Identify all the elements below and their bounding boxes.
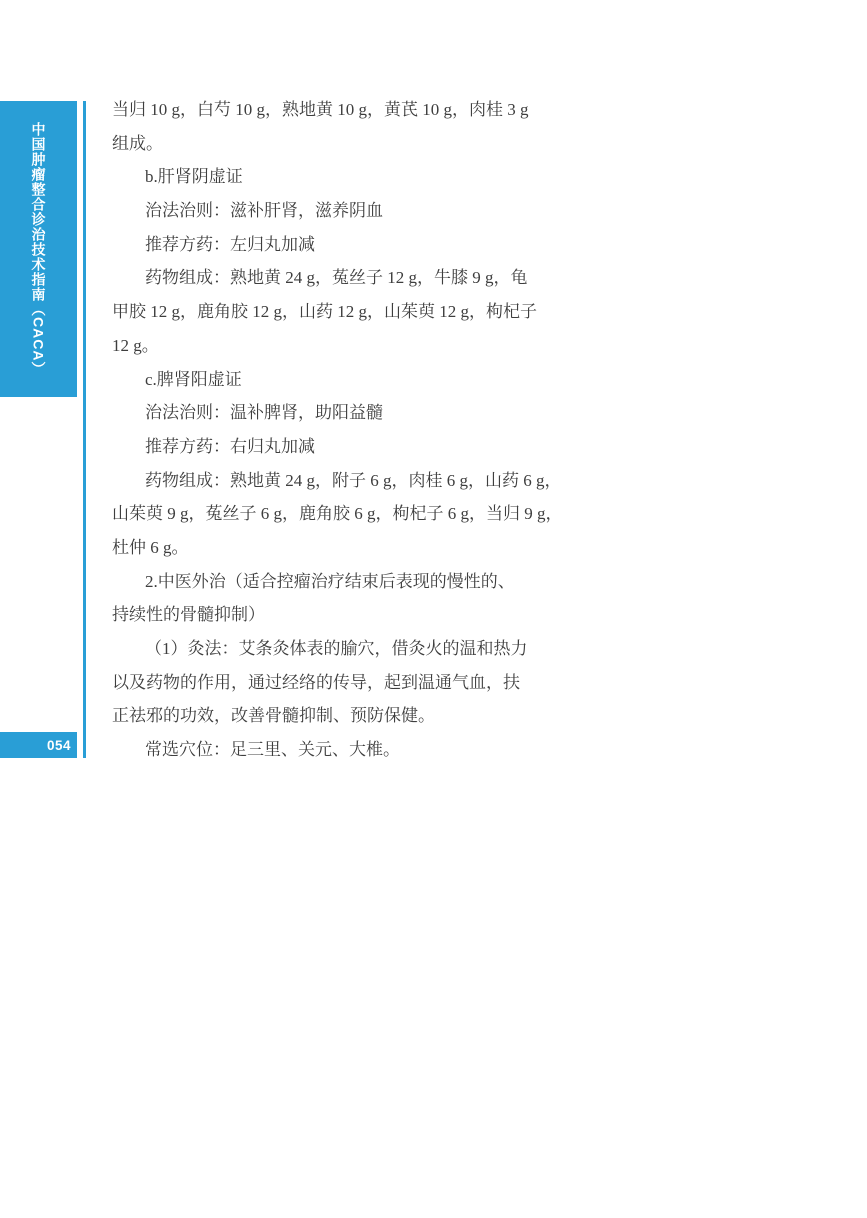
text-line: 以 及 药 物 的 作 用 ， 通 过 经 络 的 传 导 ， 起 到 温 通 气 血 ， 扶 [112,672,520,692]
page-number: 054 [46,737,71,753]
text-line: 药 物 组 成 ： 熟 地 黄 2 4 g ， 附 子 6 g ， 肉 桂 6 g ， 山 药 6 g ， [145,470,562,490]
text-line: 推荐方药：右归丸加减 [145,436,315,456]
text-line: c.脾肾阳虚证 [145,369,242,389]
text-line: 当 归 1 0 g ， 白 芍 1 0 g ， 熟 地 黄 1 0 g ， 黄 芪 1 0 g ， 肉 桂 3 g [112,100,529,119]
text-line: 杜仲 6 g。 [112,537,189,557]
text-line: 甲 胶 1 2 g ， 鹿 角 胶 1 2 g ， 山 药 1 2 g ， 山 茱 萸 1 2 g ， 枸 杞 子 [112,302,537,322]
text-line: 正祛邪的功效，改善骨髓抑制、预防保健。 [112,706,435,726]
text-line: 药 物 组 成 ： 熟 地 黄 2 4 g ， 菟 丝 子 1 2 g ， 牛 膝 9 g ， 龟 [145,268,528,288]
body-text [112,93,563,767]
text-line: 山 茱 萸 9 g ， 菟 丝 子 6 g ， 鹿 角 胶 6 g ， 枸 杞 子 6 g ， 当 归 9 g ， [112,504,563,524]
book-title-vertical: 中国肿瘤整合诊治技术指南（CACA） [30,121,47,377]
text-line: （ 1 ） 灸 法 ： 艾 条 灸 体 表 的 腧 穴 ， 借 灸 火 的 温 和 热 力 [145,639,528,658]
margin-rule [83,101,86,758]
page-number-badge [0,732,77,758]
text-line: 2 . 中 医 外 治 （ 适 合 控 瘤 治 疗 结 束 后 表 现 的 慢 性 的 、 [145,571,515,591]
sidebar-title-bar [0,101,77,397]
text-line: 治法治则：滋补肝肾，滋养阴血 [145,201,383,221]
text-line: b.肝肾阴虚证 [145,167,243,187]
text-line: 治法治则：温补脾肾，助阳益髓 [145,403,383,423]
text-line: 12 g。 [112,335,159,355]
text-line: 持续性的骨髓抑制） [112,605,265,625]
text-line: 常选穴位：足三里、关元、大椎。 [145,740,400,760]
text-line: 推荐方药：左归丸加减 [145,234,315,254]
text-line: 组成。 [112,133,163,153]
